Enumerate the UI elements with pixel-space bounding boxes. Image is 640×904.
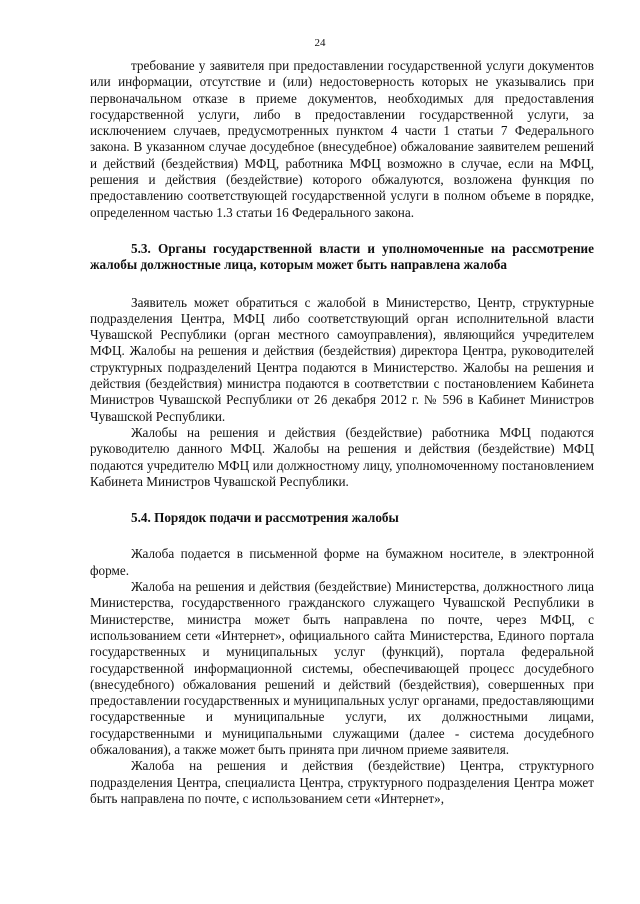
document-body — [90, 58, 594, 807]
page-number: 24 — [314, 37, 326, 49]
paragraph-complaint-form: Жалоба подается в письменной форме на бумажном носителе, в электронной форме. — [90, 546, 594, 578]
paragraph-center-complaint-channels: Жалоба на решения и действия (бездействие) Центра, структурного подразделения Центра, специалиста Центра, структурного подразделения Центра может быть направлена по почте, с использованием сети «Интернет», — [90, 758, 594, 806]
section-heading-5-4: 5.4. Порядок подачи и рассмотрения жалобы — [131, 510, 399, 526]
section-heading-5-3: 5.3. Органы государственной власти и уполномоченные на рассмотрение жалобы должностные лица, которым может быть направлена жалоба — [90, 240, 594, 273]
paragraph-ministry-complaint-channels: Жалоба на решения и действия (бездействие) Министерства, должностного лица Министерства, государственного гражданского служащего Чувашской Республики в Министерстве, министра может быть направлена по почте, через МФЦ, с использованием сети «Интернет», официального сайта Министерства, Единого портала государственных и муниципальных услуг (функций), портала федеральной государственной информационной системы, обеспечивающей процесс досудебного (внесудебного) обжалования решений и действий (бездействия), совершенных при предоставлении государственных и муниципальных услуг органами, предоставляющими государственные и муниципальные услуги, их должностными лицами, государственными и муниципальными служащими (далее - система досудебного обжалования), а также может быть принята при личном приеме заявителя. — [90, 579, 594, 757]
paragraph-complaint-recipients: Заявитель может обратиться с жалобой в Министерство, Центр, структурные подразделения Центра, МФЦ либо соответствующий орган исполнительной власти Чувашской Республики (орган местного самоуправления), являющийся учредителем МФЦ. Жалобы на решения и действия (бездействия) директора Центра, руководителей структурных подразделений Центра подаются в Министерство. Жалобы на решения и действия (бездействия) министра подаются в соответствии с постановлением Кабинета Министров Чувашской Республики от 26 декабря 2012 г. № 596 в Кабинет Министров Чувашской Республики. — [90, 294, 594, 424]
paragraph-mfc-complaints: Жалобы на решения и действия (бездействие) работника МФЦ подаются руководителю данного МФЦ. Жалобы на решения и действия (бездействие) МФЦ подаются учредителю МФЦ или должностному лицу, уполномоченному постановлением Кабинета Министров Чувашской Республики. — [90, 424, 594, 489]
paragraph-refusal-continuation: требование у заявителя при предоставлении государственной услуги документов или информации, отсутствие и (или) недостоверность которых не указывались при первоначальном отказе в приеме документов, необходимых для предоставления государственной услуги, либо в предоставлении государственной услуги, за исключением случаев, предусмотренных пунктом 4 части 1 статьи 7 Федерального закона. В указанном случае досудебное (внесудебное) обжалование заявителем решений и действий (бездействия) МФЦ, работника МФЦ возможно в случае, если на МФЦ, решения и действия (бездействие) которого обжалуются, возложена функция по предоставлению соответствующей государственной услуги в полном объеме в порядке, определенном частью 1.3 статьи 16 Федерального закона. — [90, 58, 594, 220]
